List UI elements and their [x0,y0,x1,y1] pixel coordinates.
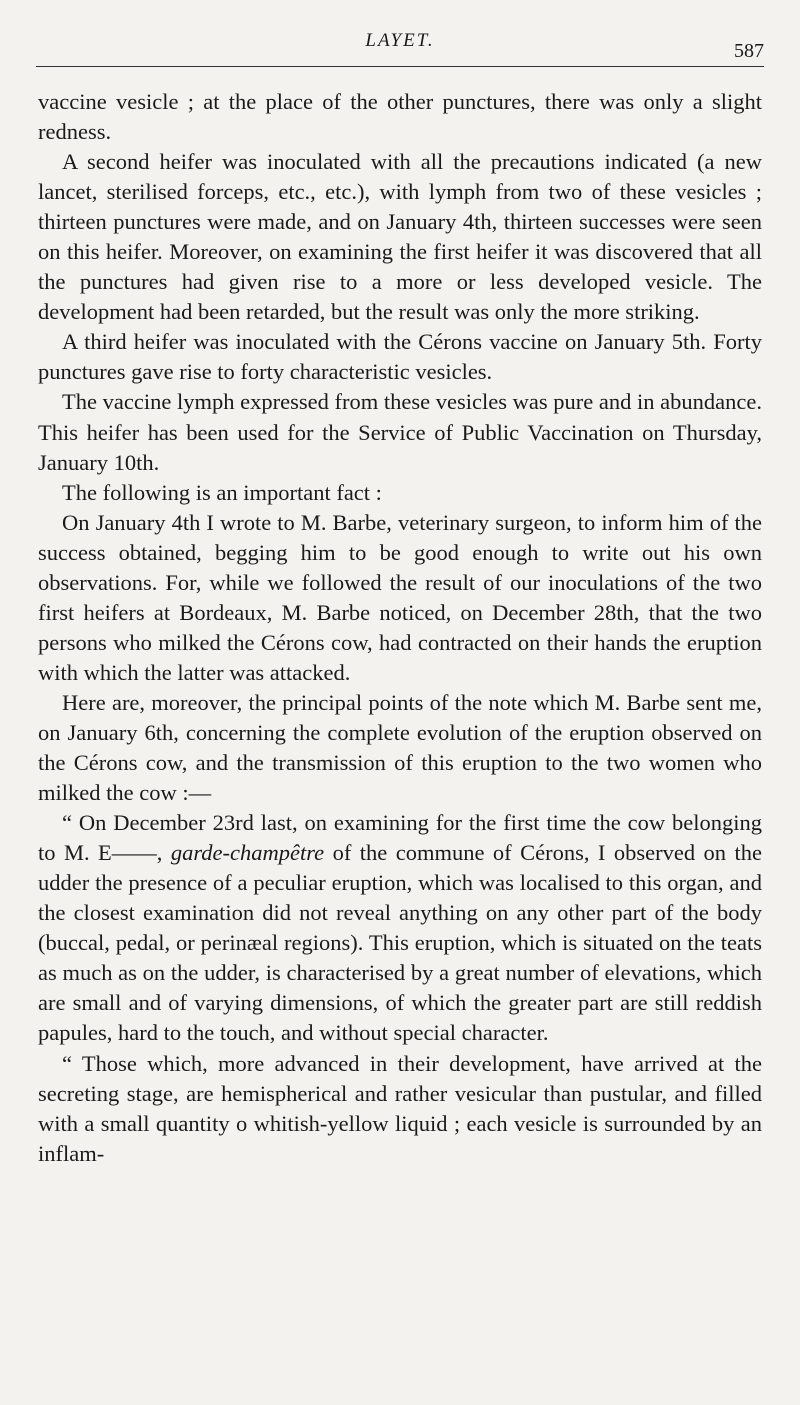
quote-1-before: “ On December 23rd last, on examining for the first time the cow belonging to M. E——, [38,810,762,866]
paragraph-important-fact: The following is an important fact : [62,479,382,505]
quote-1-after: of the commune of Cérons, I observed on the udder the presence of a peculiar eruption, which was localised to this organ, and the closest examination did not reveal anything on any other part of the body (buccal, pedal, or perinæal regions). This eruption, which is situated on the teats as much as on the udder, is characterised by a great number of elevations, which are small and of varying dimensions, of which the greater part are still reddish papules, hard to the touch, and without special character. [38,840,762,1046]
quote-paragraph-first [38,808,762,1048]
quote-paragraph-second: “ Those which, more advanced in their development, have arrived at the secreting stage, are hemispherical and rather vesicular than pustular, and filled with a small quantity o whitish-yellow liquid ; each vesicle is surrounded by an inflam- [38,1050,762,1166]
paragraph-note-points: Here are, moreover, the principal points of the note which M. Barbe sent me, on January 6th, concerning the complete evolution of the eruption observed on the Cérons cow, and the transmission of this eruption to the two women who milked the cow :— [38,689,762,806]
running-head: LAYET. [365,30,435,51]
paragraph-vaccine-lymph: The vaccine lymph expressed from these vesicles was pure and in abundance. This heifer has been used for the Service of Public Vaccination on Thursday, January 10th. [38,389,762,475]
paragraph-second-heifer: A second heifer was inoculated with all the precautions indicated (a new lancet, sterilised forceps, etc., etc.), with lymph from two of these vesicles ; thirteen punctures were made, and on January 4th, thirteen successes were seen on this heifer. Moreover, on examining the first heifer it was discovered that all the punctures had given rise to a more or less developed vesicle. The development had been retarded, but the result was only the more striking. [38,149,762,325]
body-text [38,87,762,1169]
page-header [36,30,764,70]
page-number: 587 [734,40,764,62]
quote-1-italic: garde-champêtre [170,840,325,866]
header-rule [36,66,764,67]
paragraph-continuation: vaccine vesicle ; at the place of the other punctures, there was only a slight redness. [38,89,762,145]
paragraph-third-heifer: A third heifer was inoculated with the Cérons vaccine on January 5th. Forty punctures gave rise to forty characteristic vesicles. [38,329,762,385]
paragraph-letter-barbe: On January 4th I wrote to M. Barbe, veterinary surgeon, to inform him of the success obtained, begging him to be good enough to write out his own observations. For, while we followed the result of our inoculations of the two first heifers at Bordeaux, M. Barbe noticed, on December 28th, that the two persons who milked the Cérons cow, had contracted on their hands the eruption with which the latter was attacked. [38,509,762,685]
